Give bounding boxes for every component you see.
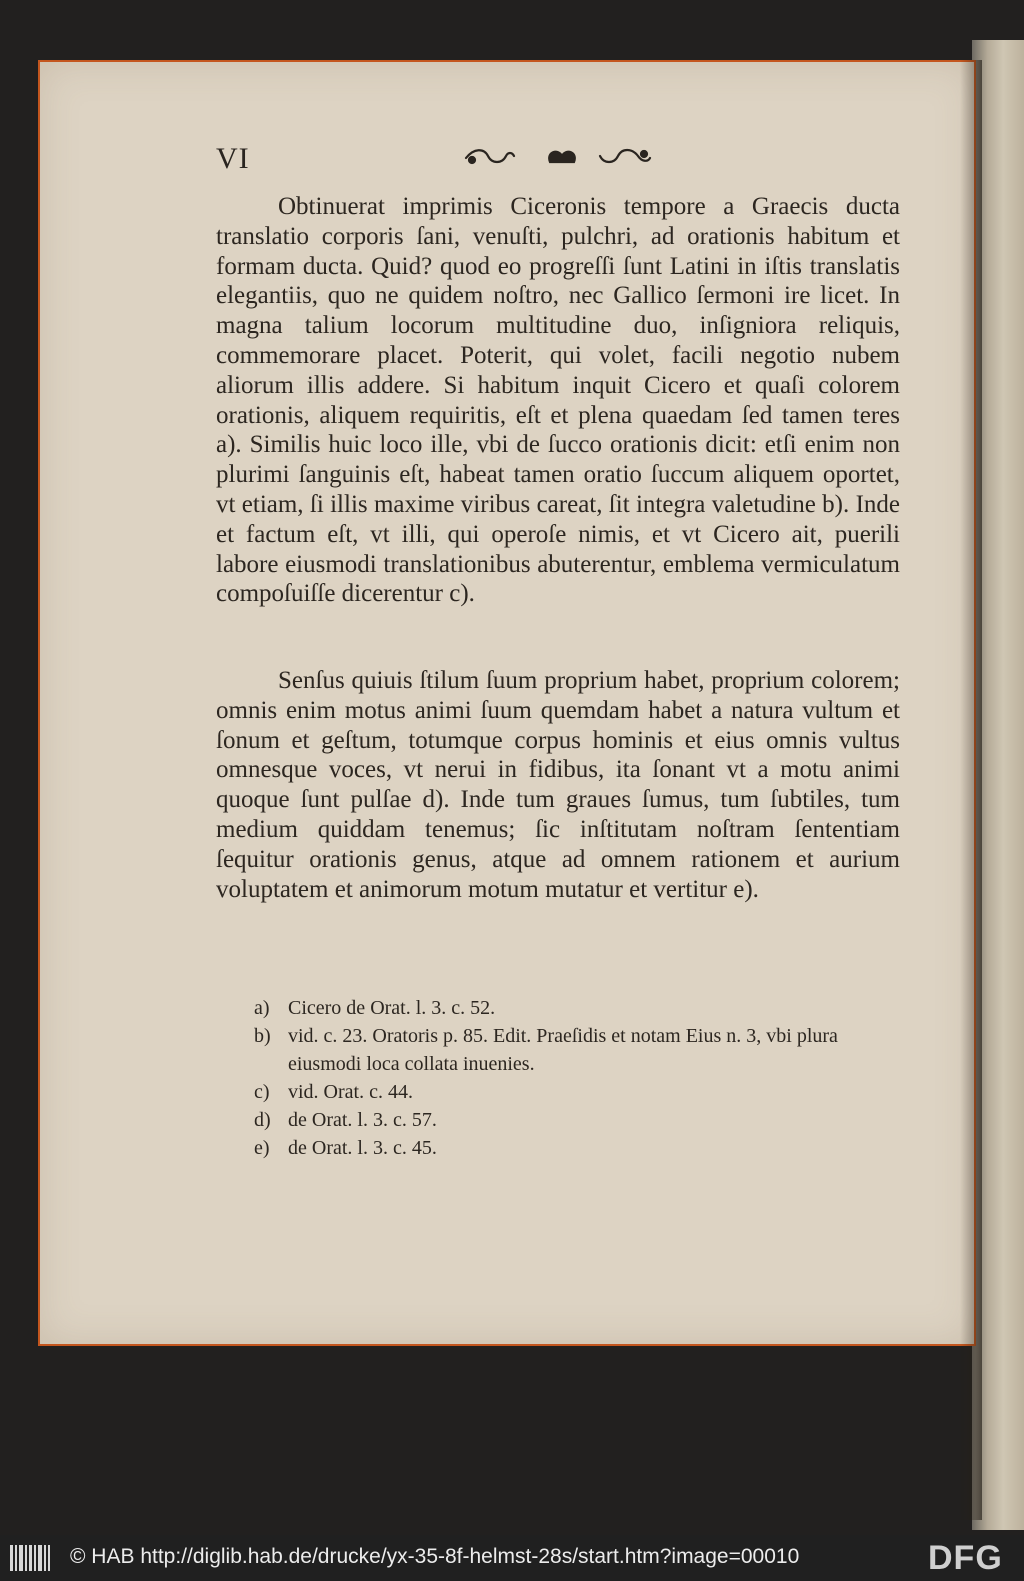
footnote-text: vid. Orat. c. 44. bbox=[288, 1081, 413, 1103]
body-paragraph-1: Obtinuerat imprimis Ciceronis tempore a Graecis ducta translatio corporis ſani, venuſti, pulchri, ad orationis habitum et formam ducta. Quid? quod eo progreſſi ſunt Latini in iſtis translatis elegantiis, quo ne quidem noſtro, nec Gallico ſermoni ire licet. In magna talium locorum multitudine duo, inſigniora reliquis, commemorare placet. Poterit, qui volet, facili negotio nubem aliorum illis addere. Si habitum inquit Cicero et quaſi colorem orationis, aliquem requiritis, eſt et plena quaedam ſed tamen teres a). Similis huic loco ille, vbi de ſucco orationis dicit: etſi enim non plurimi ſanguinis eſt, habeat tamen oratio ſuccum aliquem oportet, vt etiam, ſi illis maxime viribus careat, ſit integra valetudine b). Inde et factum eſt, vt illi, qui operoſe nimis, et vt Cicero ait, puerili labore eiusmodi translationibus abuterentur, emblema vermiculatum compoſuiſſe dicerentur c). bbox=[216, 193, 900, 608]
footnote-mark: a) bbox=[254, 997, 270, 1019]
body-paragraph-2: Senſus quiuis ſtilum ſuum proprium habet, proprium colorem; omnis enim motus animi ſuum quemdam habet a natura vultum et ſonum et geſtum, totumque corpus hominis et eius omnis vultus omnesque voces, vt nerui in fidibus, ita ſonant vt a motu animi quoque ſunt pulſae d). Inde tum graues ſumus, tum ſubtiles, tum medium quiddam tenemus; ſic inſtitutam noſtram ſententiam ſequitur orationis genus, atque ad omnem rationem et aurium voluptatem et animorum motum mutatur et vertitur e). bbox=[216, 667, 900, 903]
footnote-text: Cicero de Orat. l. 3. c. 52. bbox=[288, 997, 496, 1019]
viewer-footer-bar bbox=[0, 1535, 1024, 1581]
footnote-mark: d) bbox=[254, 1109, 271, 1131]
page-number: VI bbox=[216, 142, 250, 175]
header-ornament-icon bbox=[462, 142, 652, 172]
footnote-text: de Orat. l. 3. c. 57. bbox=[288, 1109, 437, 1131]
footnote-mark: e) bbox=[254, 1137, 270, 1159]
footnote-e bbox=[254, 1134, 904, 1162]
footnote-c bbox=[254, 1078, 904, 1106]
footnote-b bbox=[254, 1022, 904, 1078]
barcode-icon bbox=[10, 1545, 50, 1571]
dfg-logo: DFG bbox=[928, 1539, 1003, 1577]
footnotes-list bbox=[254, 994, 904, 1162]
footnote-text: vid. c. 23. Oratoris p. 85. Edit. Praeſidis et notam Eius n. 3, vbi plura eiusmodi loca collata inuenies. bbox=[288, 1025, 838, 1075]
footnote-d bbox=[254, 1106, 904, 1134]
footnote-mark: b) bbox=[254, 1025, 271, 1047]
footnote-text: de Orat. l. 3. c. 45. bbox=[288, 1137, 437, 1159]
copyright-link[interactable]: © HAB http://diglib.hab.de/drucke/yx-35-8f-helmst-28s/start.htm?image=00010 bbox=[70, 1545, 800, 1568]
footnote-a bbox=[254, 994, 904, 1022]
page-gutter bbox=[960, 60, 982, 1520]
footnote-mark: c) bbox=[254, 1081, 270, 1103]
